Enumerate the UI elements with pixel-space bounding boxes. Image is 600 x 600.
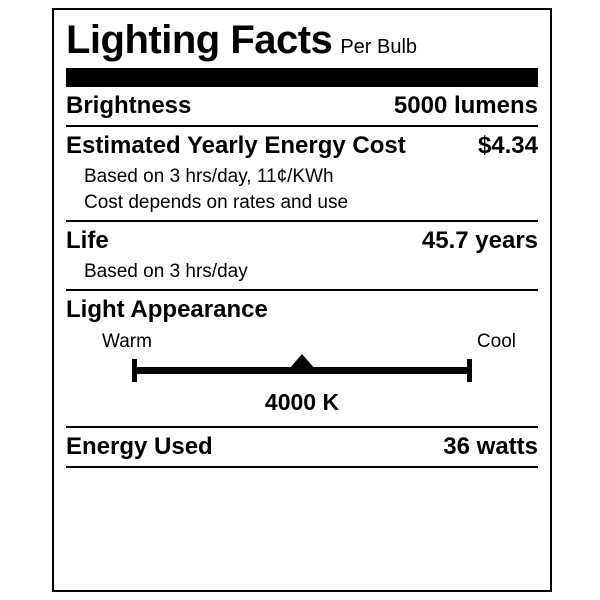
label-footer-space <box>66 468 538 528</box>
life-value: 45.7 years <box>421 227 538 254</box>
light-appearance-scale <box>66 329 538 426</box>
scale-end-labels <box>66 331 538 355</box>
title-divider-bar <box>66 68 538 85</box>
scale-label-cool: Cool <box>476 331 516 352</box>
light-appearance-label: Light Appearance <box>66 296 268 323</box>
label-title-main: Lighting Facts <box>66 18 333 62</box>
energy-cost-label: Estimated Yearly Energy Cost <box>66 132 406 159</box>
life-label: Life <box>66 227 109 254</box>
label-title-sub: Per Bulb <box>340 36 418 58</box>
scale-graphic <box>132 355 472 385</box>
energy-cost-note-1: Based on 3 hrs/day, 11¢/KWh <box>84 166 334 187</box>
light-appearance-value: 4000 K <box>264 389 340 415</box>
lighting-facts-label <box>52 8 552 592</box>
life-note-1: Based on 3 hrs/day <box>84 261 248 282</box>
energy-cost-note-2: Cost depends on rates and use <box>84 192 349 213</box>
life-row <box>66 222 538 260</box>
brightness-row <box>66 87 538 125</box>
scale-cap-right <box>467 359 472 382</box>
scale-marker-triangle-icon <box>289 354 315 369</box>
label-title <box>66 10 538 64</box>
energy-cost-row <box>66 127 538 165</box>
scale-cap-left <box>132 359 137 382</box>
energy-cost-value: $4.34 <box>477 132 538 159</box>
scale-label-warm: Warm <box>102 331 152 352</box>
brightness-label: Brightness <box>66 92 192 119</box>
energy-used-row <box>66 428 538 466</box>
brightness-value: 5000 lumens <box>393 92 538 119</box>
energy-used-value: 36 watts <box>443 433 538 460</box>
light-appearance-row <box>66 291 538 329</box>
energy-used-label: Energy Used <box>66 433 213 460</box>
